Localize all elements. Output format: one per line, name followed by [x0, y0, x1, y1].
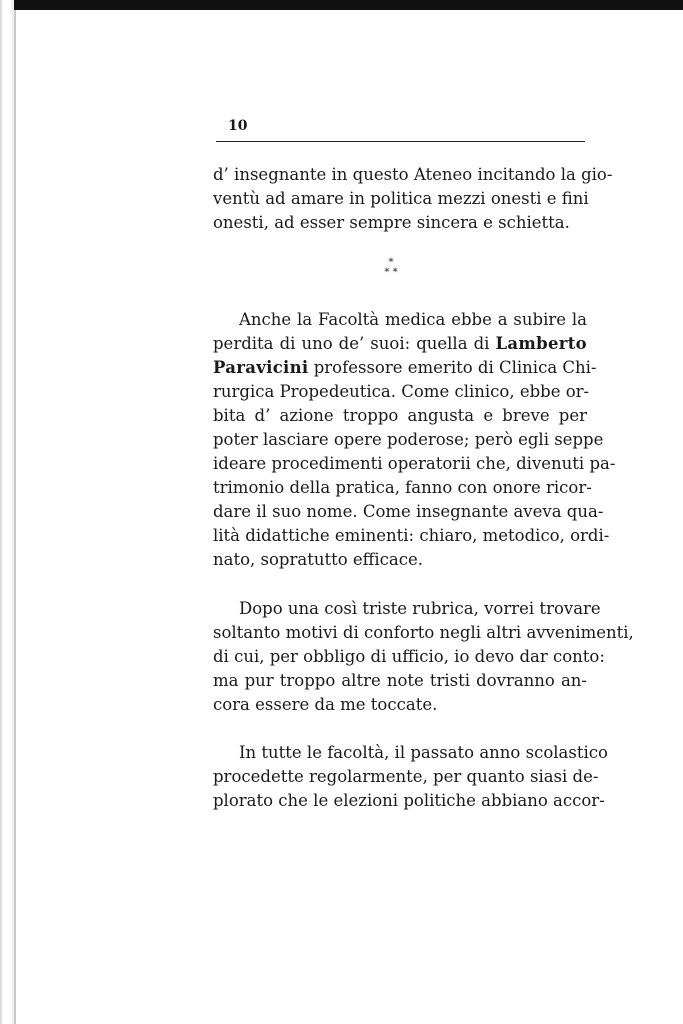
text-line: soltanto motivi di conforto negli altri avvenimenti,	[213, 623, 634, 642]
asterism-bottom: * *	[384, 267, 398, 278]
text-line: d’ insegnante in questo Ateneo incitando la gio-	[213, 165, 613, 184]
text-line: lità didattiche eminenti: chiaro, metodico, ordi-	[213, 526, 610, 545]
text-line: procedette regolarmente, per quanto siasi de-	[213, 767, 599, 786]
text-line: ma pur troppo altre note tristi dovranno an-	[213, 671, 587, 690]
text-line: cora essere da me toccate.	[213, 695, 438, 714]
text-line: rurgica Propedeutica. Come clinico, ebbe or-	[213, 382, 590, 401]
person-name-first: Lamberto	[495, 334, 587, 353]
text-fragment: perdita di uno de’ suoi: quella di	[213, 334, 490, 353]
text-line: dare il suo nome. Come insegnante aveva qua-	[213, 502, 604, 521]
text-line: ideare procedimenti operatorii che, divenuti pa-	[213, 454, 616, 473]
page-number: 10	[228, 118, 248, 134]
text-line: trimonio della pratica, fanno con onore ricor-	[213, 478, 592, 497]
text-line: di cui, per obbligo di ufficio, io devo dar conto:	[213, 647, 605, 666]
scan-left-edge	[0, 0, 14, 1024]
paragraph-2	[213, 308, 616, 572]
text-fragment: professore emerito di Clinica Chi-	[313, 358, 597, 377]
text-line: nato, sopratutto efficace.	[213, 550, 423, 569]
scan-binding-shadow	[14, 10, 16, 1024]
text-line: plorato che le elezioni politiche abbiano accor-	[213, 791, 605, 810]
text-line: ventù ad amare in politica mezzi onesti e fini	[213, 189, 589, 208]
text-line	[213, 332, 587, 356]
paragraph-3	[213, 597, 634, 717]
asterism-divider	[376, 258, 406, 288]
text-line: onesti, ad esser sempre sincera e schietta.	[213, 213, 570, 232]
text-line	[213, 356, 597, 380]
asterism-top: *	[388, 257, 394, 268]
paragraph-4	[213, 741, 608, 813]
text-line: bita d’ azione troppo angusta e breve per	[213, 406, 587, 425]
text-line: Anche la Facoltà medica ebbe a subire la	[239, 310, 587, 329]
text-line: poter lasciare opere poderose; però egli seppe	[213, 430, 604, 449]
text-line: Dopo una così triste rubrica, vorrei trovare	[239, 599, 601, 618]
paragraph-1	[213, 163, 613, 235]
scan-top-border	[0, 0, 683, 10]
text-line: In tutte le facoltà, il passato anno scolastico	[239, 743, 608, 762]
header-rule	[216, 141, 585, 142]
person-name-last: Paravicini	[213, 358, 309, 377]
